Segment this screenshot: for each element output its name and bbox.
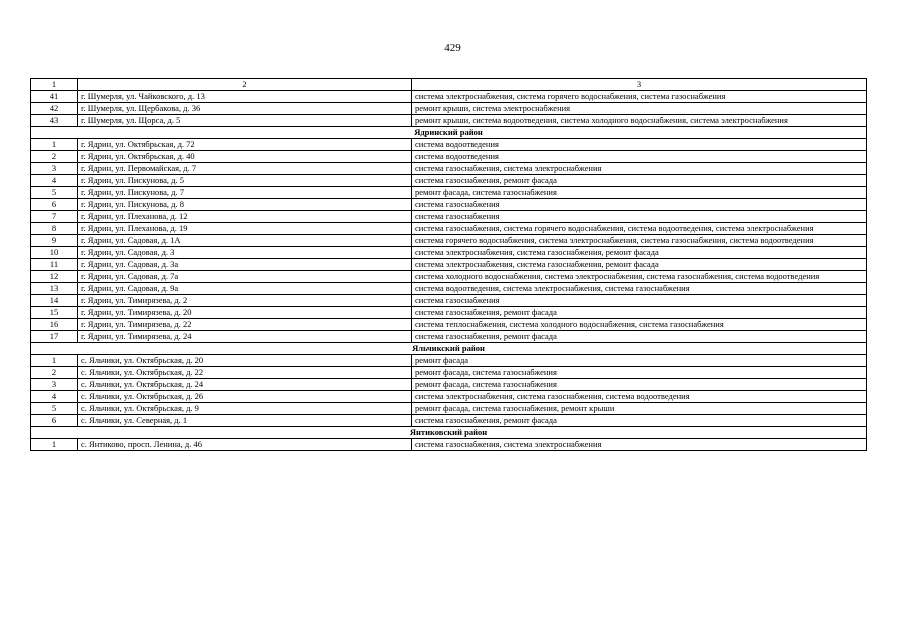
row-number-cell: 42 bbox=[31, 103, 78, 115]
address-cell: с. Яльчики, ул. Октябрьская, д. 22 bbox=[78, 367, 412, 379]
address-cell: г. Ядрин, ул. Пискунова, д. 8 bbox=[78, 199, 412, 211]
table-row bbox=[31, 439, 867, 451]
row-number-cell: 14 bbox=[31, 295, 78, 307]
address-cell: г. Ядрин, ул. Садовая, д. 3 bbox=[78, 247, 412, 259]
row-number-cell: 7 bbox=[31, 211, 78, 223]
table-row bbox=[31, 307, 867, 319]
works-cell: система газоснабжения bbox=[412, 295, 867, 307]
works-cell: система водоотведения bbox=[412, 139, 867, 151]
address-cell: с. Яльчики, ул. Октябрьская, д. 9 bbox=[78, 403, 412, 415]
row-number-cell: 41 bbox=[31, 91, 78, 103]
row-number-cell: 10 bbox=[31, 247, 78, 259]
works-cell: ремонт крыши, система водоотведения, система холодного водоснабжения, система электроснабжения bbox=[412, 115, 867, 127]
table-row bbox=[31, 295, 867, 307]
table-row bbox=[31, 403, 867, 415]
address-cell: г. Ядрин, ул. Садовая, д. 3а bbox=[78, 259, 412, 271]
table-row bbox=[31, 187, 867, 199]
works-cell: система газоснабжения bbox=[412, 199, 867, 211]
address-cell: г. Ядрин, ул. Садовая, д. 1А bbox=[78, 235, 412, 247]
row-number-cell: 12 bbox=[31, 271, 78, 283]
row-number-cell: 4 bbox=[31, 391, 78, 403]
row-number-cell: 16 bbox=[31, 319, 78, 331]
table-row bbox=[31, 355, 867, 367]
table-row bbox=[31, 391, 867, 403]
table-row bbox=[31, 175, 867, 187]
table-row bbox=[31, 331, 867, 343]
table-row bbox=[31, 367, 867, 379]
section-title: Яльчикский район bbox=[31, 343, 867, 355]
row-number-cell: 17 bbox=[31, 331, 78, 343]
address-cell: г. Ядрин, ул. Садовая, д. 9а bbox=[78, 283, 412, 295]
works-cell: система газоснабжения, ремонт фасада bbox=[412, 415, 867, 427]
works-cell: ремонт фасада bbox=[412, 355, 867, 367]
address-cell: с. Яльчики, ул. Октябрьская, д. 24 bbox=[78, 379, 412, 391]
table-row bbox=[31, 103, 867, 115]
table-row bbox=[31, 235, 867, 247]
row-number-cell: 2 bbox=[31, 367, 78, 379]
works-cell: ремонт фасада, система газоснабжения bbox=[412, 367, 867, 379]
works-cell: система газоснабжения, ремонт фасада bbox=[412, 175, 867, 187]
table-row bbox=[31, 223, 867, 235]
column-number-2: 2 bbox=[78, 79, 412, 91]
table-row bbox=[31, 151, 867, 163]
works-cell: ремонт фасада, система газоснабжения bbox=[412, 187, 867, 199]
address-cell: г. Шумерля, ул. Щербакова, д. 36 bbox=[78, 103, 412, 115]
table-row bbox=[31, 139, 867, 151]
row-number-cell: 1 bbox=[31, 139, 78, 151]
address-cell: г. Ядрин, ул. Пискунова, д. 5 bbox=[78, 175, 412, 187]
works-cell: система электроснабжения, система газоснабжения, ремонт фасада bbox=[412, 259, 867, 271]
row-number-cell: 3 bbox=[31, 163, 78, 175]
table-row bbox=[31, 163, 867, 175]
row-number-cell: 9 bbox=[31, 235, 78, 247]
table-row bbox=[31, 271, 867, 283]
address-cell: г. Ядрин, ул. Садовая, д. 7а bbox=[78, 271, 412, 283]
works-cell: система газоснабжения, система горячего водоснабжения, система водоотведения, система электроснабжения bbox=[412, 223, 867, 235]
row-number-cell: 4 bbox=[31, 175, 78, 187]
address-cell: г. Ядрин, ул. Тимирязева, д. 20 bbox=[78, 307, 412, 319]
row-number-cell: 1 bbox=[31, 439, 78, 451]
row-number-cell: 5 bbox=[31, 403, 78, 415]
column-number-row bbox=[31, 79, 867, 91]
row-number-cell: 6 bbox=[31, 199, 78, 211]
table-row bbox=[31, 91, 867, 103]
row-number-cell: 13 bbox=[31, 283, 78, 295]
address-cell: г. Ядрин, ул. Пискунова, д. 7 bbox=[78, 187, 412, 199]
section-header-row bbox=[31, 343, 867, 355]
works-cell: система электроснабжения, система газоснабжения, система водоотведения bbox=[412, 391, 867, 403]
works-cell: система газоснабжения, ремонт фасада bbox=[412, 307, 867, 319]
section-title: Янтиковский район bbox=[31, 427, 867, 439]
works-cell: система водоотведения, система электроснабжения, система газоснабжения bbox=[412, 283, 867, 295]
address-cell: г. Ядрин, ул. Тимирязева, д. 2 bbox=[78, 295, 412, 307]
row-number-cell: 8 bbox=[31, 223, 78, 235]
works-cell: система горячего водоснабжения, система электроснабжения, система газоснабжения, система водоотведения bbox=[412, 235, 867, 247]
address-cell: с. Яльчики, ул. Октябрьская, д. 20 bbox=[78, 355, 412, 367]
works-cell: система водоотведения bbox=[412, 151, 867, 163]
housing-repair-table bbox=[30, 78, 867, 451]
row-number-cell: 2 bbox=[31, 151, 78, 163]
works-cell: система газоснабжения, система электроснабжения bbox=[412, 163, 867, 175]
table-row bbox=[31, 247, 867, 259]
section-title: Ядринский район bbox=[31, 127, 867, 139]
row-number-cell: 11 bbox=[31, 259, 78, 271]
address-cell: г. Ядрин, ул. Октябрьская, д. 72 bbox=[78, 139, 412, 151]
table-row bbox=[31, 379, 867, 391]
works-cell: ремонт крыши, система электроснабжения bbox=[412, 103, 867, 115]
works-cell: система электроснабжения, система газоснабжения, ремонт фасада bbox=[412, 247, 867, 259]
column-number-1: 1 bbox=[31, 79, 78, 91]
table-row bbox=[31, 115, 867, 127]
works-cell: ремонт фасада, система газоснабжения, ремонт крыши bbox=[412, 403, 867, 415]
address-cell: г. Ядрин, ул. Октябрьская, д. 40 bbox=[78, 151, 412, 163]
table-row bbox=[31, 259, 867, 271]
works-cell: система электроснабжения, система горячего водоснабжения, система газоснабжения bbox=[412, 91, 867, 103]
column-number-3: 3 bbox=[412, 79, 867, 91]
table-row bbox=[31, 199, 867, 211]
page-number: 429 bbox=[444, 42, 461, 54]
address-cell: г. Ядрин, ул. Плеханова, д. 19 bbox=[78, 223, 412, 235]
address-cell: г. Шумерля, ул. Щорса, д. 5 bbox=[78, 115, 412, 127]
row-number-cell: 3 bbox=[31, 379, 78, 391]
section-header-row bbox=[31, 127, 867, 139]
address-cell: с. Янтиково, просп. Ленина, д. 46 bbox=[78, 439, 412, 451]
address-cell: г. Ядрин, ул. Плеханова, д. 12 bbox=[78, 211, 412, 223]
works-cell: система газоснабжения bbox=[412, 211, 867, 223]
row-number-cell: 5 bbox=[31, 187, 78, 199]
row-number-cell: 43 bbox=[31, 115, 78, 127]
works-cell: ремонт фасада, система газоснабжения bbox=[412, 379, 867, 391]
row-number-cell: 15 bbox=[31, 307, 78, 319]
works-cell: система газоснабжения, система электроснабжения bbox=[412, 439, 867, 451]
table-row bbox=[31, 283, 867, 295]
table-row bbox=[31, 415, 867, 427]
table-row bbox=[31, 211, 867, 223]
section-header-row bbox=[31, 427, 867, 439]
row-number-cell: 1 bbox=[31, 355, 78, 367]
address-cell: г. Ядрин, ул. Первомайская, д. 7 bbox=[78, 163, 412, 175]
works-cell: система теплоснабжения, система холодного водоснабжения, система газоснабжения bbox=[412, 319, 867, 331]
works-cell: система газоснабжения, ремонт фасада bbox=[412, 331, 867, 343]
table-row bbox=[31, 319, 867, 331]
table-body bbox=[31, 79, 867, 451]
address-cell: с. Яльчики, ул. Северная, д. 1 bbox=[78, 415, 412, 427]
address-cell: с. Яльчики, ул. Октябрьская, д. 26 bbox=[78, 391, 412, 403]
works-cell: система холодного водоснабжения, система электроснабжения, система газоснабжения, система водоотведения bbox=[412, 271, 867, 283]
address-cell: г. Шумерля, ул. Чайковского, д. 13 bbox=[78, 91, 412, 103]
address-cell: г. Ядрин, ул. Тимирязева, д. 22 bbox=[78, 319, 412, 331]
address-cell: г. Ядрин, ул. Тимирязева, д. 24 bbox=[78, 331, 412, 343]
row-number-cell: 6 bbox=[31, 415, 78, 427]
